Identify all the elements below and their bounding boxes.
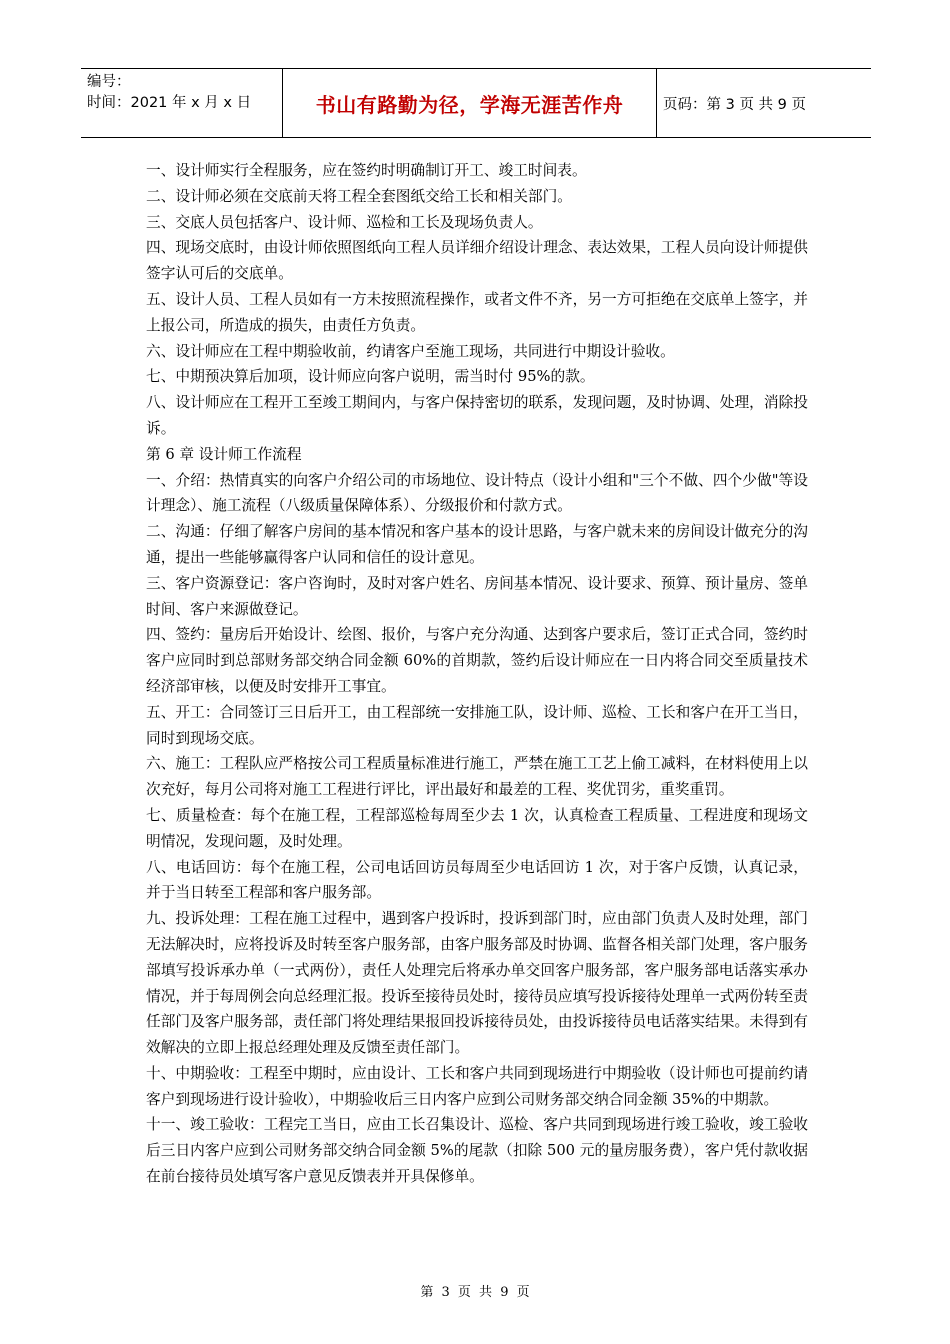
paragraph: 八、电话回访：每个在施工程，公司电话回访员每周至少电话回访 1 次，对于客户反馈，认真记录，并于当日转至工程部和客户服务部。	[146, 858, 808, 902]
paragraph: 五、开工：合同签订三日后开工，由工程部统一安排施工队，设计师、巡检、工长和客户在开工当日，同时到现场交底。	[146, 703, 808, 747]
paragraph: 四、现场交底时，由设计师依照图纸向工程人员详细介绍设计理念、表达效果，工程人员向设计师提供签字认可后的交底单。	[146, 239, 808, 283]
paragraph: 八、设计师应在工程开工至竣工期间内，与客户保持密切的联系，发现问题，及时协调、处理，消除投诉。	[146, 394, 808, 437]
paragraph: 四、签约：量房后开始设计、绘图、报价，与客户充分沟通、达到客户要求后，签订正式合同，签约时客户应同时到总部财务部交纳合同金额 60%的首期款，签约后设计师应在一日内将合同交至质量技术经济部审核，以便及时安排开工事宜。	[146, 626, 808, 695]
paragraph: 十一、竣工验收：工程完工当日，应由工长召集设计、巡检、客户共同到现场进行竣工验收，竣工验收后三日内客户应到公司财务部交纳合同金额 5%的尾款（扣除 500 元的量房服务费），客户凭付款收据在前台接待员处填写客户意见反馈表并开具保修单。	[146, 1116, 808, 1186]
paragraph: 二、设计师必须在交底前天将工程全套图纸交给工长和相关部门。	[146, 187, 572, 205]
paragraph: 三、客户资源登记：客户咨询时，及时对客户姓名、房间基本情况、设计要求、预算、预计量房、签单时间、客户来源做登记。	[146, 574, 808, 618]
paragraph: 七、中期预决算后加项，设计师应向客户说明，需当时付 95%的款。	[146, 368, 595, 386]
paragraph: 六、设计师应在工程中期验收前，约请客户至施工现场，共同进行中期设计验收。	[146, 342, 675, 360]
paragraph: 七、质量检查：每个在施工程，工程部巡检每周至少去 1 次，认真检查工程质量、工程进度和现场文明情况，发现问题，及时处理。	[146, 806, 808, 850]
document-date: 时间：2021 年 x 月 x 日	[87, 95, 252, 111]
paragraph: 六、施工：工程队应严格按公司工程质量标准进行施工，严禁在施工工艺上偷工减料，在材料使用上以次充好，每月公司将对施工工程进行评比，评出最好和最差的工程、奖优罚劣，重奖重罚。	[146, 755, 808, 799]
paragraph: 三、交底人员包括客户、设计师、巡检和工长及现场负责人。	[146, 213, 543, 231]
document-body	[146, 158, 808, 1190]
paragraph: 一、介绍：热情真实的向客户介绍公司的市场地位、设计特点（设计小组和"三个不做、四个少做"等设计理念）、施工流程（八级质量保障体系）、分级报价和付款方式。	[146, 471, 808, 515]
paragraph: 五、设计人员、工程人员如有一方未按照流程操作，或者文件不齐，另一方可拒绝在交底单上签字，并上报公司，所造成的损失，由责任方负责。	[146, 290, 808, 334]
document-number-label: 编号：	[87, 74, 131, 90]
paragraph: 一、设计师实行全程服务，应在签约时明确制订开工、竣工时间表。	[146, 162, 587, 179]
paragraph: 九、投诉处理：工程在施工过程中，遇到客户投诉时，投诉到部门时，应由部门负责人及时处理，部门无法解决时，应将投诉及时转至客户服务部，由客户服务部及时协调、监督各相关部门处理，客户服务部填写投诉承办单（一式两份），责任人处理完后将承办单交回客户服务部，客户服务部电话落实承办情况，并于每周例会向总经理汇报。投诉至接待员处时，接待员应填写投诉接待处理单一式两份转至责任部门及客户服务部，责任部门将处理结果报回投诉接待员处，由投诉接待员电话落实结果。未得到有效解决的立即上报总经理处理及反馈至责任部门。	[146, 910, 808, 1057]
header-meta	[81, 69, 283, 137]
header-motto: 书山有路勤为径，学海无涯苦作舟	[283, 69, 657, 137]
paragraph: 二、沟通：仔细了解客户房间的基本情况和客户基本的设计思路，与客户就未来的房间设计做充分的沟通，提出一些能够赢得客户认同和信任的设计意见。	[146, 523, 808, 566]
page-footer: 第 3 页 共 9 页	[420, 1285, 530, 1300]
header-page-info: 页码：第 3 页 共 9 页	[663, 96, 806, 113]
chapter-heading: 第 6 章 设计师工作流程	[146, 445, 302, 463]
paragraph: 十、中期验收：工程至中期时，应由设计、工长和客户共同到现场进行中期验收（设计师也可提前约请客户到现场进行设计验收），中期验收后三日内客户应到公司财务部交纳合同金额 35%的中期款。	[146, 1064, 808, 1108]
page-header	[81, 68, 871, 138]
